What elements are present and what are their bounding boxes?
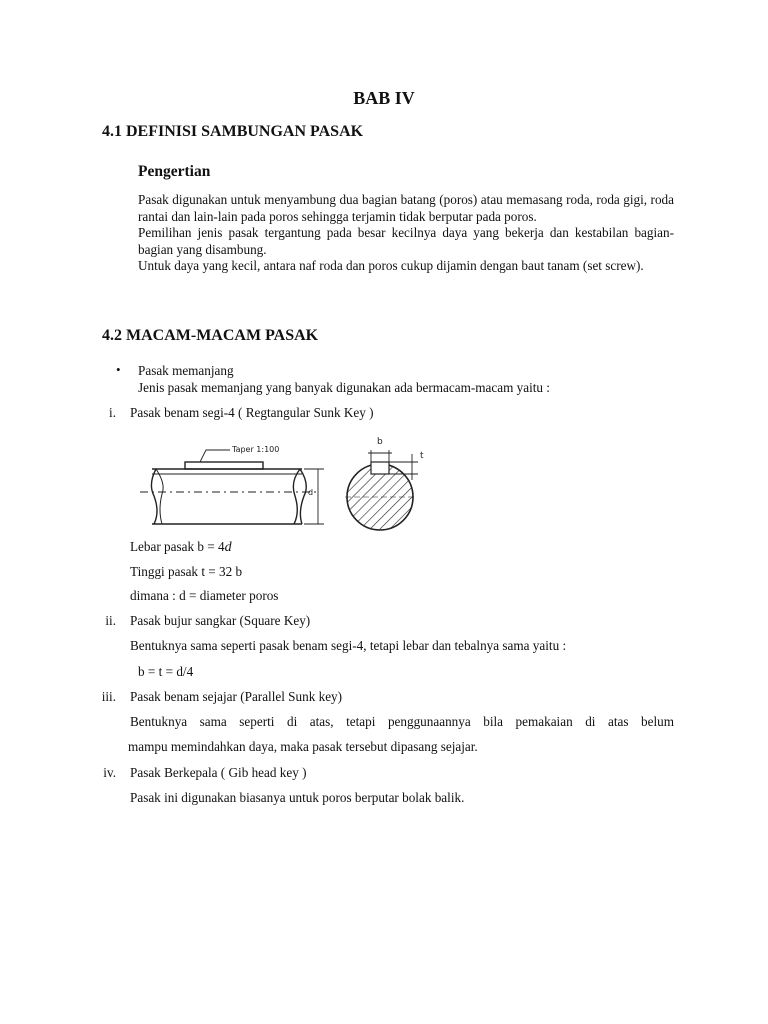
taper-label: Taper 1:100 xyxy=(232,445,280,454)
t-label: t xyxy=(420,451,424,461)
section-4-2-heading: 4.2 MACAM-MACAM PASAK xyxy=(102,327,319,344)
key-height-line: Tinggi pasak t = 32 b xyxy=(130,564,243,579)
d-label: d xyxy=(308,488,314,497)
item-iv-title: Pasak Berkepala ( Gib head key ) xyxy=(130,765,307,780)
subheading-pengertian: Pengertian xyxy=(138,163,211,180)
bullet-title: Pasak memanjang xyxy=(138,363,234,378)
bullet-marker: • xyxy=(116,362,121,377)
item-iii-description-line-2: mampu memindahkan daya, maka pasak tersebut dipasang sejajar. xyxy=(128,739,478,754)
shaft-cross-section xyxy=(345,450,418,530)
item-iii-title: Pasak benam sejajar (Parallel Sunk key) xyxy=(130,689,343,704)
item-ii-formula: b = t = d/4 xyxy=(138,664,194,679)
pengertian-paragraphs xyxy=(138,192,674,275)
diameter-definition: dimana : d = diameter poros xyxy=(130,588,279,603)
item-i-title: Pasak benam segi-4 ( Regtangular Sunk Key ) xyxy=(130,405,374,420)
key-width-prefix: Lebar pasak b = 4 xyxy=(130,539,225,554)
bullet-text: Jenis pasak memanjang yang banyak digunakan ada bermacam-macam yaitu : xyxy=(138,380,550,395)
paragraph-3: Untuk daya yang kecil, antara naf roda dan poros cukup dijamin dengan baut tanam (set screw). xyxy=(138,258,644,273)
sunk-key-figure xyxy=(140,432,440,532)
chapter-title: BAB IV xyxy=(353,88,415,108)
b-label: b xyxy=(377,437,383,447)
item-ii-numeral: ii. xyxy=(105,613,116,628)
item-ii-title: Pasak bujur sangkar (Square Key) xyxy=(130,613,311,628)
paragraph-1: Pasak digunakan untuk menyambung dua bagian batang (poros) atau memasang roda, roda gigi, roda rantai dan lain-lain pada poros sehingga terjamin tidak berputar pada poros. xyxy=(138,192,674,224)
item-iv-description: Pasak ini digunakan biasanya untuk poros berputar bolak balik. xyxy=(130,790,465,805)
item-ii-description: Bentuknya sama seperti pasak benam segi-4, tetapi lebar dan tebalnya sama yaitu : xyxy=(130,638,567,653)
section-4-1-heading: 4.1 DEFINISI SAMBUNGAN PASAK xyxy=(102,123,364,140)
key-width-line xyxy=(130,539,232,556)
shaft-side-view xyxy=(140,450,324,524)
paragraph-2: Pemilihan jenis pasak tergantung pada besar kecilnya daya yang bekerja dan kestabilan bagian-bagian yang disambung. xyxy=(138,225,674,257)
item-iii-description-line-1: Bentuknya sama seperti di atas, tetapi penggunaannya bila pemakaian di atas belum xyxy=(130,714,674,729)
key-width-variable: d xyxy=(224,540,232,555)
item-iv-numeral: iv. xyxy=(103,765,116,780)
item-iii-numeral: iii. xyxy=(101,689,116,704)
item-i-numeral: i. xyxy=(109,405,116,420)
